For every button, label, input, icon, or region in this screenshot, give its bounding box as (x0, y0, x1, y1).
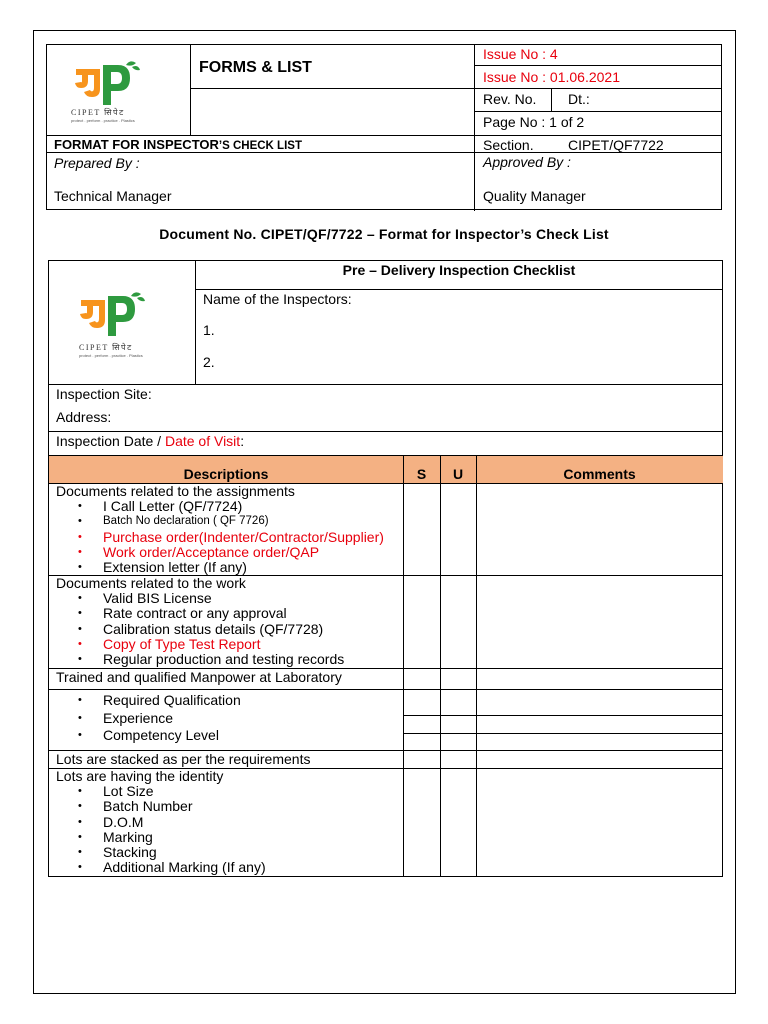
section-stacked-title: Lots are stacked as per the requirements (56, 751, 311, 767)
section-assignments (56, 484, 401, 575)
list-item: • Purchase order(Indenter/Contractor/Supplier) (49, 530, 401, 545)
list-item: • Required Qualification (49, 692, 401, 710)
format-title-main: FORMAT FOR INSPECTOR (54, 137, 219, 152)
approved-by-value: Quality Manager (483, 188, 586, 204)
section-value: CIPET/QF7722 (568, 137, 664, 153)
inspection-site-label: Inspection Site: (56, 386, 152, 402)
list-item: • Additional Marking (If any) (49, 860, 401, 875)
logo-tagline-2: protect . perform . practice . Plastics (79, 353, 143, 358)
section-assignments-title: Documents related to the assignments (56, 483, 295, 499)
col-s: S (416, 466, 427, 482)
approved-by-label: Approved By : (483, 154, 571, 170)
list-item: • Batch No declaration ( QF 7726) (49, 514, 401, 529)
issue-date: Issue No : 01.06.2021 (483, 69, 620, 85)
list-item: • Competency Level (49, 727, 401, 745)
list-item: • Extension letter (If any) (49, 560, 401, 575)
col-u: U (452, 466, 464, 482)
forms-list-title: FORMS & LIST (199, 59, 312, 76)
issue-no: Issue No : 4 (483, 46, 558, 62)
logo-wordmark-2: CIPET सिपेट (79, 343, 133, 352)
address-label: Address: (56, 409, 112, 425)
inspector-2: 2. (203, 354, 215, 370)
prepared-by-label: Prepared By : (54, 155, 140, 171)
section-work-title: Documents related to the work (56, 575, 246, 591)
checklist-table (48, 260, 723, 877)
cipet-logo (53, 61, 163, 127)
logo-wordmark: CIPET सिपेट (71, 108, 125, 117)
section-identity (56, 769, 401, 876)
col-descriptions: Descriptions (183, 466, 269, 482)
list-item: • Copy of Type Test Report (49, 637, 401, 652)
list-item: • Calibration status details (QF/7728) (49, 622, 401, 637)
logo-tagline: protect . perform . practice . Plastics (71, 118, 135, 123)
list-item: • Marking (49, 830, 401, 845)
cipet-logo-icon-2 (79, 291, 169, 339)
list-item: • Stacking (49, 845, 401, 860)
cipet-logo-icon (74, 61, 164, 107)
section-label: Section. (483, 137, 534, 153)
checklist-title: Pre – Delivery Inspection Checklist (342, 262, 576, 278)
section-work (56, 576, 401, 667)
cipet-logo-2 (57, 291, 167, 361)
date-of-visit-label: Date of Visit (164, 433, 241, 449)
list-item: • D.O.M (49, 815, 401, 830)
page-no: Page No : 1 of 2 (483, 114, 585, 130)
dt-label: Dt.: (568, 91, 590, 107)
section-identity-title: Lots are having the identity (56, 768, 224, 784)
list-item: • Rate contract or any approval (49, 606, 401, 621)
inspectors-label: Name of the Inspectors: (203, 291, 352, 307)
list-item: • Valid BIS License (49, 591, 401, 606)
format-title (54, 137, 302, 154)
list-item: • Batch Number (49, 799, 401, 814)
prepared-by-value: Technical Manager (54, 188, 172, 204)
rev-no: Rev. No. (483, 91, 537, 107)
list-item: • Experience (49, 710, 401, 728)
inspector-1: 1. (203, 322, 215, 338)
section-manpower-title: Trained and qualified Manpower at Laboratory (56, 669, 342, 685)
inspection-date-label: Inspection Date / (56, 433, 162, 449)
list-item: • Regular production and testing records (49, 652, 401, 667)
col-comments: Comments (563, 466, 636, 482)
document-title: Document No. CIPET/QF/7722 – Format for Inspector’s Check List (159, 226, 609, 242)
list-item: • I Call Letter (QF/7724) (49, 499, 401, 514)
list-item: • Lot Size (49, 784, 401, 799)
format-title-rest: ’S CHECK LIST (218, 140, 302, 152)
header-table (46, 44, 722, 210)
section-manpower (49, 692, 401, 745)
inspection-date-row (56, 433, 244, 450)
date-colon: : (240, 433, 245, 449)
list-item: • Work order/Acceptance order/QAP (49, 545, 401, 560)
